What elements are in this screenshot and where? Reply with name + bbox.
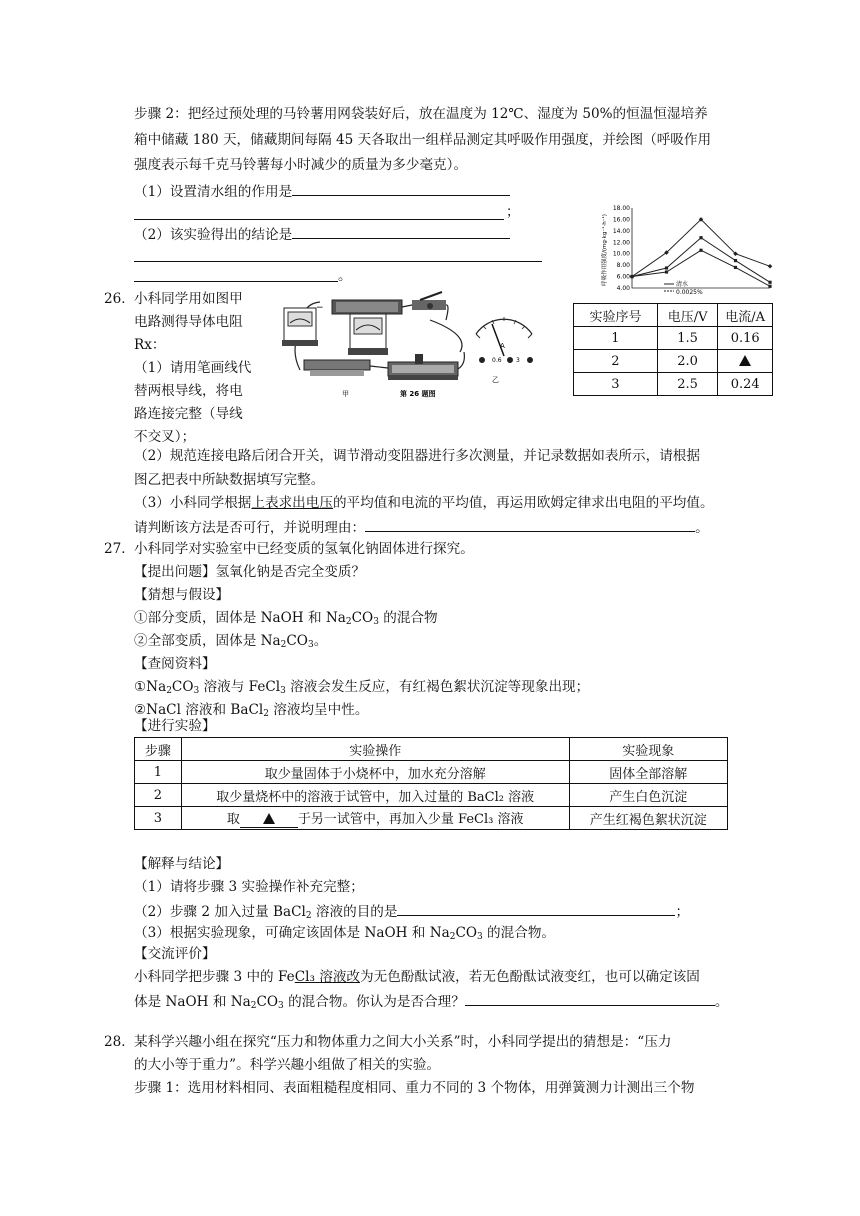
answer-line[interactable] [134, 219, 504, 220]
table-row [135, 784, 728, 807]
q28-number: 28． [104, 1034, 135, 1050]
table-row [135, 761, 728, 784]
table-cell: 1 [135, 761, 182, 784]
triangle-blank-icon [739, 355, 751, 366]
q26-part1-2: 替两根导线，将电 [134, 383, 243, 399]
q26-intro-3: Rx： [134, 337, 166, 353]
q28-line3: 步骤 1：选用材料相同、表面粗糙程度相同、重力不同的 3 个物体，用弹簧测力计测出三个物 [134, 1080, 695, 1096]
svg-text:A: A [500, 342, 505, 350]
table-cell: 2.0 [657, 350, 717, 373]
answer-blank[interactable] [365, 517, 695, 532]
table-row [135, 807, 728, 830]
table-header: 实验操作 [181, 738, 569, 761]
table-cell: 2 [135, 784, 182, 807]
q27-reference-heading: 【查阅资料】 [134, 656, 216, 672]
table-header: 电压/V [657, 304, 717, 327]
table-cell: 2.5 [657, 373, 717, 396]
triangle-blank-icon [263, 813, 275, 824]
table-cell: 取 于另一试管中，再加入少量 FeCl₃ 溶液 [181, 807, 569, 830]
q28-line1: 某科学兴趣小组在探究“压力和物体重力之间大小关系”时，小科同学提出的猜想是：“压力 [134, 1034, 672, 1050]
y-tick-label: 10.00 [612, 250, 630, 258]
y-tick-label: 16.00 [612, 216, 630, 224]
table-header-row [135, 738, 728, 761]
table-cell: 取少量烧杯中的溶液于试管中，加入过量的 BaCl₂ 溶液 [181, 784, 569, 807]
q25-question1: （1）设置清水组的作用是 [134, 181, 510, 201]
data-point [699, 236, 702, 239]
data-point [768, 285, 771, 288]
q25-q1-end: ； [506, 204, 520, 220]
q27-reference-1: $①Na_2CO_3$ 溶液与 FeCl$_3$ 溶液会发生反应，有红褐色絮状沉淀等现象出现； [134, 679, 590, 696]
series-line [632, 219, 770, 276]
q25-step2-line2: 箱中储藏 180 天，储藏期间每隔 45 天各取出一组样品测定其呼吸作用强度，并绘图（呼吸作用 [134, 132, 712, 148]
q27-reference-2: ②NaCl 溶液和 BaCl$_2$ 溶液均呈中性。 [134, 702, 369, 719]
table-row [574, 327, 773, 350]
answer-line[interactable] [134, 281, 338, 282]
q25-step2-line1: 步骤 2：把经过预处理的马铃薯用网袋装好后，放在温度为 12℃、湿度为 50%的恒温恒湿培养 [134, 106, 708, 122]
table-cell: 产生红褐色絮状沉淀 [569, 807, 727, 830]
q26-intro-1: 小科同学用如图甲 [134, 291, 243, 307]
chart-y-axis-label: 呼吸作用强度/(mg·kg⁻¹·h⁻¹) [602, 214, 608, 286]
table-cell: 固体全部溶解 [569, 761, 727, 784]
respiration-line-chart [560, 202, 780, 298]
y-tick-label: 4.00 [616, 285, 630, 292]
table-cell: 取少量固体于小烧杯中，加水充分溶解 [181, 761, 569, 784]
q26-part2-line2: 图乙把表中所缺数据填写完整。 [134, 472, 325, 488]
q28-line2: 的大小等于重力”。科学兴趣小组做了相关的实验。 [134, 1057, 441, 1073]
figure-label-jia: 甲 [342, 390, 349, 398]
table-cell: 1.5 [657, 327, 717, 350]
q27-experiment-table [134, 737, 728, 830]
table-header: 实验序号 [574, 304, 658, 327]
table-cell: 3 [135, 807, 182, 830]
table-cell: 2 [574, 350, 658, 373]
table-cell: 3 [574, 373, 658, 396]
y-tick-label: 6.00 [616, 273, 630, 281]
answer-blank[interactable] [292, 181, 510, 196]
answer-blank[interactable] [240, 812, 298, 828]
y-tick-label: 18.00 [612, 205, 630, 212]
data-point [665, 266, 668, 269]
answer-blank[interactable] [397, 901, 675, 916]
table-cell: 产生白色沉淀 [569, 784, 727, 807]
q26-part1-3: 路连接完整（导线 [134, 406, 243, 422]
answer-blank[interactable] [465, 991, 715, 1006]
y-tick-label: 12.00 [612, 239, 630, 247]
answer-line[interactable] [134, 261, 542, 262]
q27-conclusion-1: （1）请将步骤 3 实验操作补充完整； [134, 879, 364, 895]
q27-hypothesis-2: ②全部变质，固体是 $Na_2CO_3$。 [134, 633, 328, 650]
table-row [574, 373, 773, 396]
legend-label-water: 清水 [676, 281, 689, 288]
table-row [574, 350, 773, 373]
table-cell: 1 [574, 327, 658, 350]
q27-conclusion-3: （3）根据实验现象，可确定该固体是 NaOH 和 $Na_2CO_3$ 的混合物。 [134, 925, 556, 942]
q27-hypothesis-1: ①部分变质，固体是 NaOH 和 $Na_2CO_3$ 的混合物 [134, 610, 438, 627]
figure-label-yi: 乙 [492, 376, 499, 384]
figure-caption: 第 26 题图 [400, 390, 436, 398]
data-point [665, 270, 668, 273]
table-header-row [574, 304, 773, 327]
q27-evaluation-2: 体是 NaOH 和 $Na_2CO_3$ 的混合物。你认为是否合理？ 。 [134, 991, 728, 1011]
q27-experiment-heading: 【进行实验】 [134, 718, 216, 734]
q27-number: 27． [104, 541, 135, 557]
knob-icon [427, 303, 433, 309]
svg-text:0.6: 0.6 [492, 357, 502, 364]
data-point [630, 275, 633, 278]
q27-hypothesis-heading: 【猜想与假设】 [134, 587, 230, 603]
series-line [632, 250, 770, 286]
voltmeter-icon [282, 308, 318, 346]
q25-question2: （2）该实验得出的结论是 [134, 224, 510, 244]
q26-part3-line2: 请判断该方法是否可行，并说明理由： 。 [134, 517, 709, 537]
svg-text:−: − [316, 303, 324, 313]
y-tick-label: 8.00 [616, 262, 630, 270]
q26-part1-1: （1）请用笔画线代 [134, 360, 252, 376]
q26-circuit-figure [280, 290, 550, 402]
answer-cell[interactable] [718, 350, 773, 373]
table-cell: 0.24 [718, 373, 773, 396]
table-header: 实验现象 [569, 738, 727, 761]
series-line [632, 238, 770, 283]
data-point [734, 259, 737, 262]
svg-text:3: 3 [516, 357, 520, 364]
q27-title: 小科同学对实验室中已经变质的氢氧化钠固体进行探究。 [134, 541, 474, 557]
data-point [768, 264, 773, 269]
data-point [699, 249, 702, 252]
q27-conclusion-2: （2）步骤 2 加入过量 BaCl$_2$ 溶液的目的是 ； [134, 901, 689, 921]
q26-intro-2: 电路测得导体电阻 [134, 314, 243, 330]
data-point [734, 266, 737, 269]
y-tick-label: 14.00 [612, 227, 630, 235]
q25-step2-line3: 强度表示每千克马铃薯每小时减少的质量为多少毫克）。 [134, 157, 468, 173]
q27-evaluation-1: 小科同学把步骤 3 中的 FeCl₃ 溶液改为无色酚酞试液，若无色酚酞试液变红，也可以确定该固 [134, 969, 700, 985]
q26-part1-4: 不交叉）； [134, 429, 196, 445]
q27-evaluation-heading: 【交流评价】 [134, 946, 216, 962]
legend-label-treatment: 0.0025% [676, 289, 703, 296]
ammeter-icon [348, 314, 388, 355]
table-cell: 0.16 [718, 327, 773, 350]
q26-data-table [573, 303, 773, 396]
q26-part3-line1: （3）小科同学根据上表求出电压的平均值和电流的平均值，再运用欧姆定律求出电阻的平均值。 [134, 495, 714, 511]
q26-number: 26． [104, 291, 135, 307]
q26-part2-line1: （2）规范连接电路后闭合开关，调节滑动变阻器进行多次测量，并记录数据如表所示，请根据 [134, 448, 700, 464]
data-point [768, 281, 771, 284]
table-header: 步骤 [135, 738, 182, 761]
answer-blank[interactable] [292, 224, 510, 239]
table-header: 电流/A [718, 304, 773, 327]
q27-question: 【提出问题】氢氧化钠是否完全变质？ [134, 564, 366, 580]
resistor-rx-icon [304, 360, 370, 376]
q27-conclusion-heading: 【解释与结论】 [134, 856, 230, 872]
q25-q2-end: 。 [338, 268, 352, 284]
